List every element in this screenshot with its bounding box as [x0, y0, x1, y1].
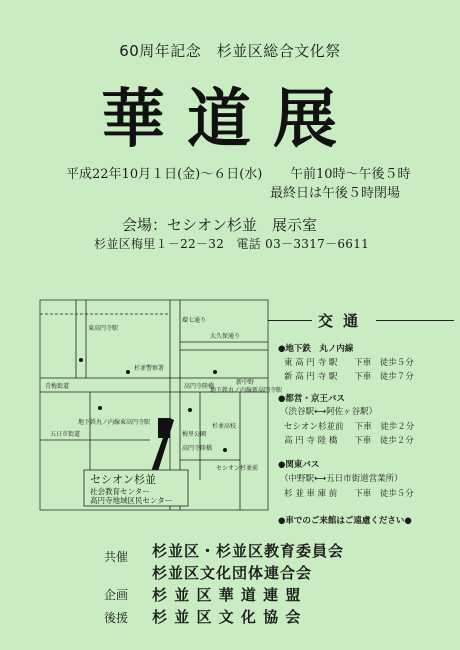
transport-row: 東 高 円 寺 駅 下車 徒歩５分: [284, 358, 414, 368]
transport-title: 交通: [318, 312, 369, 330]
map-venue-center: 社会教育センター: [90, 487, 150, 496]
map-label-higashikoenji-metro: 地下鉄丸ノ内線東高円寺駅: [78, 419, 151, 426]
role-support: 後援: [104, 611, 129, 625]
map-label-ookubo: 大久保通り: [210, 333, 241, 340]
transport-head-metro: ●地下鉄 丸ノ内線: [278, 344, 354, 354]
no-car-note: ●車でのご来館はご遠慮ください●: [278, 516, 412, 526]
map-label-sesion-mae: セシオン杉並前: [216, 465, 259, 472]
transport-route: （渋谷駅⟷阿佐ヶ谷駅）: [280, 407, 378, 417]
map-label-gokaichi: 五日市街道: [50, 431, 81, 438]
org-2: 杉並区文化団体連合会: [152, 564, 313, 582]
event-title: 華道展: [101, 82, 359, 157]
map-label-rikkyo2: 高円寺陸橋: [182, 445, 213, 452]
map-label-school: 杉並高校: [212, 423, 237, 430]
event-hours: 午前10時～午後５時: [290, 167, 411, 182]
transport-rule-left: [268, 320, 312, 321]
org-1: 杉並区・杉並区教育委員会: [152, 542, 345, 560]
transport-head-bus: ●都営・京王バス: [278, 394, 345, 404]
transport-rule-right: [376, 320, 454, 321]
map-label-higashikoenji: 東高円寺駅: [88, 325, 119, 332]
map-label-omekaido: 青梅街道: [45, 383, 70, 390]
event-subtitle: 60周年記念 杉並区総合文化祭: [119, 42, 341, 60]
map-venue-name: セシオン杉並: [90, 473, 156, 486]
map-venue-kumin: 高円寺地域区民センター: [90, 496, 173, 505]
transport-head-kanto-bus: ●関東バス: [278, 460, 320, 470]
map-label-kanana: 環七通り: [182, 317, 207, 324]
map-label-shintoshi: 新中野: [236, 379, 255, 386]
transport-row: 杉 並 車 庫 前 下車 徒歩５分: [284, 489, 414, 499]
venue-address: 杉並区梅里１－22－32 電話 03－3317－6611: [94, 237, 370, 251]
org-4: 杉 並 区 文 化 協 会: [152, 608, 302, 626]
role-cohost: 共催: [104, 550, 129, 564]
transport-row: 高 円 寺 陸 橋 下車 徒歩２分: [284, 436, 414, 446]
map-label-police: 杉並警察署: [134, 365, 165, 372]
org-3: 杉 並 区 華 道 連 盟: [152, 586, 302, 604]
venue-label: 会場：セシオン杉並 展示室: [122, 216, 318, 234]
map-label-park: 梅里公園: [182, 431, 207, 438]
map-label-shinkoenji-metro: 地下鉄丸ノ内線新高円寺駅: [210, 387, 283, 394]
map-label-rikkyo: 高円寺陸橋: [184, 383, 215, 390]
event-dates: 平成22年10月１日(金)～６日(水): [66, 167, 263, 182]
transport-row: 新 高 円 寺 駅 下車 徒歩７分: [284, 372, 414, 382]
transport-route: （中野駅⟷五日市街道営業所）: [280, 474, 403, 484]
role-plan: 企画: [104, 588, 129, 602]
transport-row: セシオン杉並前 下車 徒歩２分: [284, 422, 415, 432]
last-day-note: 最終日は午後５時閉場: [270, 186, 401, 201]
access-map: [40, 300, 283, 510]
